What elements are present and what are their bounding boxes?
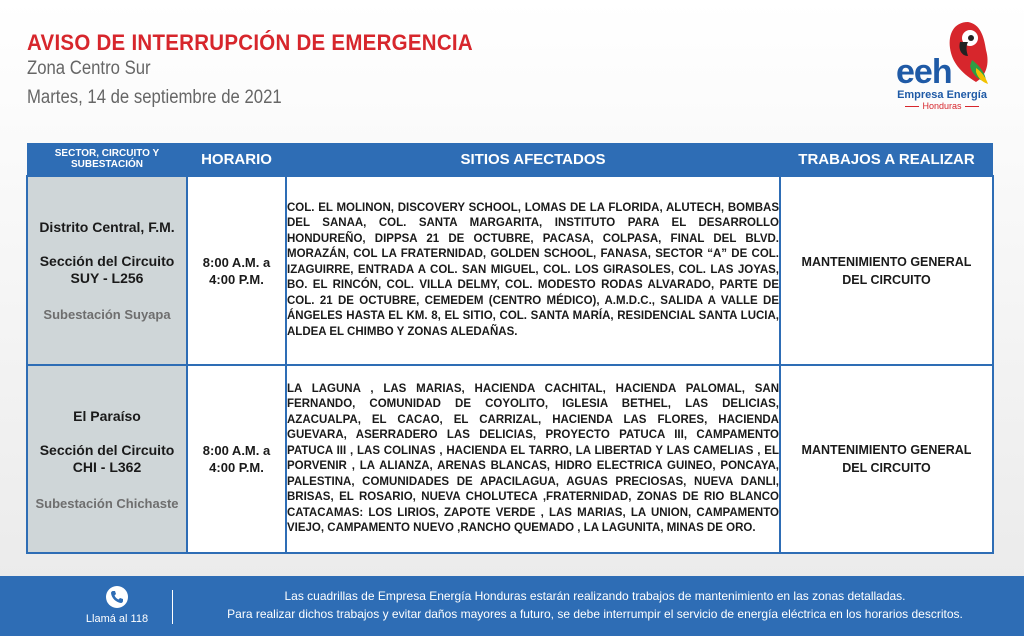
footer-divider — [172, 590, 173, 624]
date-label: Martes, 14 de septiembre de 2021 — [27, 87, 282, 108]
affected-sites-cell: LA LAGUNA , LAS MARIAS, HACIENDA CACHITAL, HACIENDA PALOMAL, SAN FERNANDO, COMUNIDAD DE COYOLITO, IGLESIA BETHEL, LAS DELICIAS, AZACUALPA, EL CACAO, EL CARRIZAL, HACIENDA LAS FLORES, HACIENDA GUEVARA, ASERRADERO LAS DELICIAS, PROYECTO PATUCA III, CAMPAMENTO PATUCA III , LAS COLINAS , HACIENDA EL TARRO, LA LIBERTAD Y LAS CAMELIAS , EL PORVENIR , LA ALIANZA, ARENAS BLANCAS, HIDRO ELECTRICA GUINEO, PONCAYA, PALESTINA, COMUNIDADES DE APACILAGUA, AGUAS PRECIOSAS, NUEVA DANLI, BRISAS, EL ROSARIO, NUEVA CHOLUTECA ,FRATERNIDAD, ZONAS DE RIO BLANCO CATACAMAS: LOS LIRIOS, ZAPOTE VERDE , LAS MARIAS, LA UNION, CAMPAMENTO VIEJO, CAMPAMENTO NUEVO ,RANCHO QUEMADO , LA LAGUNITA, MINAS DE ORO. — [286, 365, 780, 553]
table-row — [27, 176, 993, 365]
circuit-section: Sección del Circuito CHI - L362 — [39, 441, 175, 475]
page-title: AVISO DE INTERRUPCIÓN DE EMERGENCIA — [27, 30, 473, 55]
header-horario: HORARIO — [187, 143, 286, 176]
sector-cell — [27, 176, 187, 365]
table-row — [27, 365, 993, 553]
parrot-icon — [946, 20, 990, 84]
substation-name: Subestación Suyapa — [43, 307, 171, 322]
header-sector: SECTOR, CIRCUITO Y SUBESTACIÓN — [27, 143, 187, 176]
company-logo — [892, 20, 1002, 112]
schedule-cell: 8:00 A.M. a 4:00 P.M. — [187, 176, 286, 365]
zone-label: Zona Centro Sur — [27, 58, 151, 79]
footer-notice: Las cuadrillas de Empresa Energía Honduras estarán realizando trabajos de mantenimiento en las zonas detalladas. Para realizar dichos trabajos y evitar daños mayores a futuro, se debe interrumpir el servicio de energía eléctrica en los horarios descritos. — [227, 589, 963, 621]
interruption-table — [26, 143, 994, 554]
table-header-row — [27, 143, 993, 176]
affected-sites-cell: COL. EL MOLINON, DISCOVERY SCHOOL, LOMAS DE LA FLORIDA, ALUTECH, BOMBAS DEL SANAA, COL. SANTA MARGARITA, INSTITUTO PARA EL DESARROLLO HONDUREÑO, DIPPSA 21 DE OCTUBRE, PACASA, COLPASA, FINAL DEL BLVD. MORAZÁN, COL LA FRATERNIDAD, GOLDEN SCHOOL, FANASA, SECTOR “A” DE COL. IZAGUIRRE, ENTRADA A COL. SAN MIGUEL, COL. LOS GIRASOLES, COL. LAS JOYAS, BO. EL RINCÓN, COL. VILLA DELMY, COL. MODESTO RODAS ALVARADO, PARTE DE COL. 21 DE OCTUBRE, CEMEDEM (CENTRO MÉDICO), A.M.D.C., SALIDA A VALLE DE ÁNGELES HASTA EL KM. 8, EL SITIO, COL. SANTA MARÍA, RESIDENCIAL SANTA LUCIA, ALDEA EL CHIMBO Y ZONAS ALEDAÑAS. — [286, 176, 780, 365]
header-trabajos: TRABAJOS A REALIZAR — [780, 143, 993, 176]
logo-company-name: Empresa Energía — [897, 89, 987, 101]
district-name: El Paraíso — [73, 407, 141, 424]
district-name: Distrito Central, F.M. — [39, 219, 175, 235]
sector-cell — [27, 365, 187, 553]
header — [27, 30, 506, 113]
circuit-section: Sección del Circuito SUY - L256 — [39, 253, 175, 286]
schedule-cell: 8:00 A.M. a 4:00 P.M. — [187, 365, 286, 553]
logo-country: Honduras — [892, 101, 992, 111]
substation-name: Subestación Chichaste — [35, 495, 179, 511]
phone-label: Llamá al 118 — [85, 613, 149, 625]
footer — [0, 576, 1024, 636]
logo-text: eeh — [896, 53, 952, 91]
header-sitios: SITIOS AFECTADOS — [286, 143, 780, 176]
phone-icon — [106, 586, 128, 608]
work-cell: MANTENIMIENTO GENERAL DEL CIRCUITO — [780, 176, 993, 365]
work-cell: MANTENIMIENTO GENERAL DEL CIRCUITO — [780, 365, 993, 553]
